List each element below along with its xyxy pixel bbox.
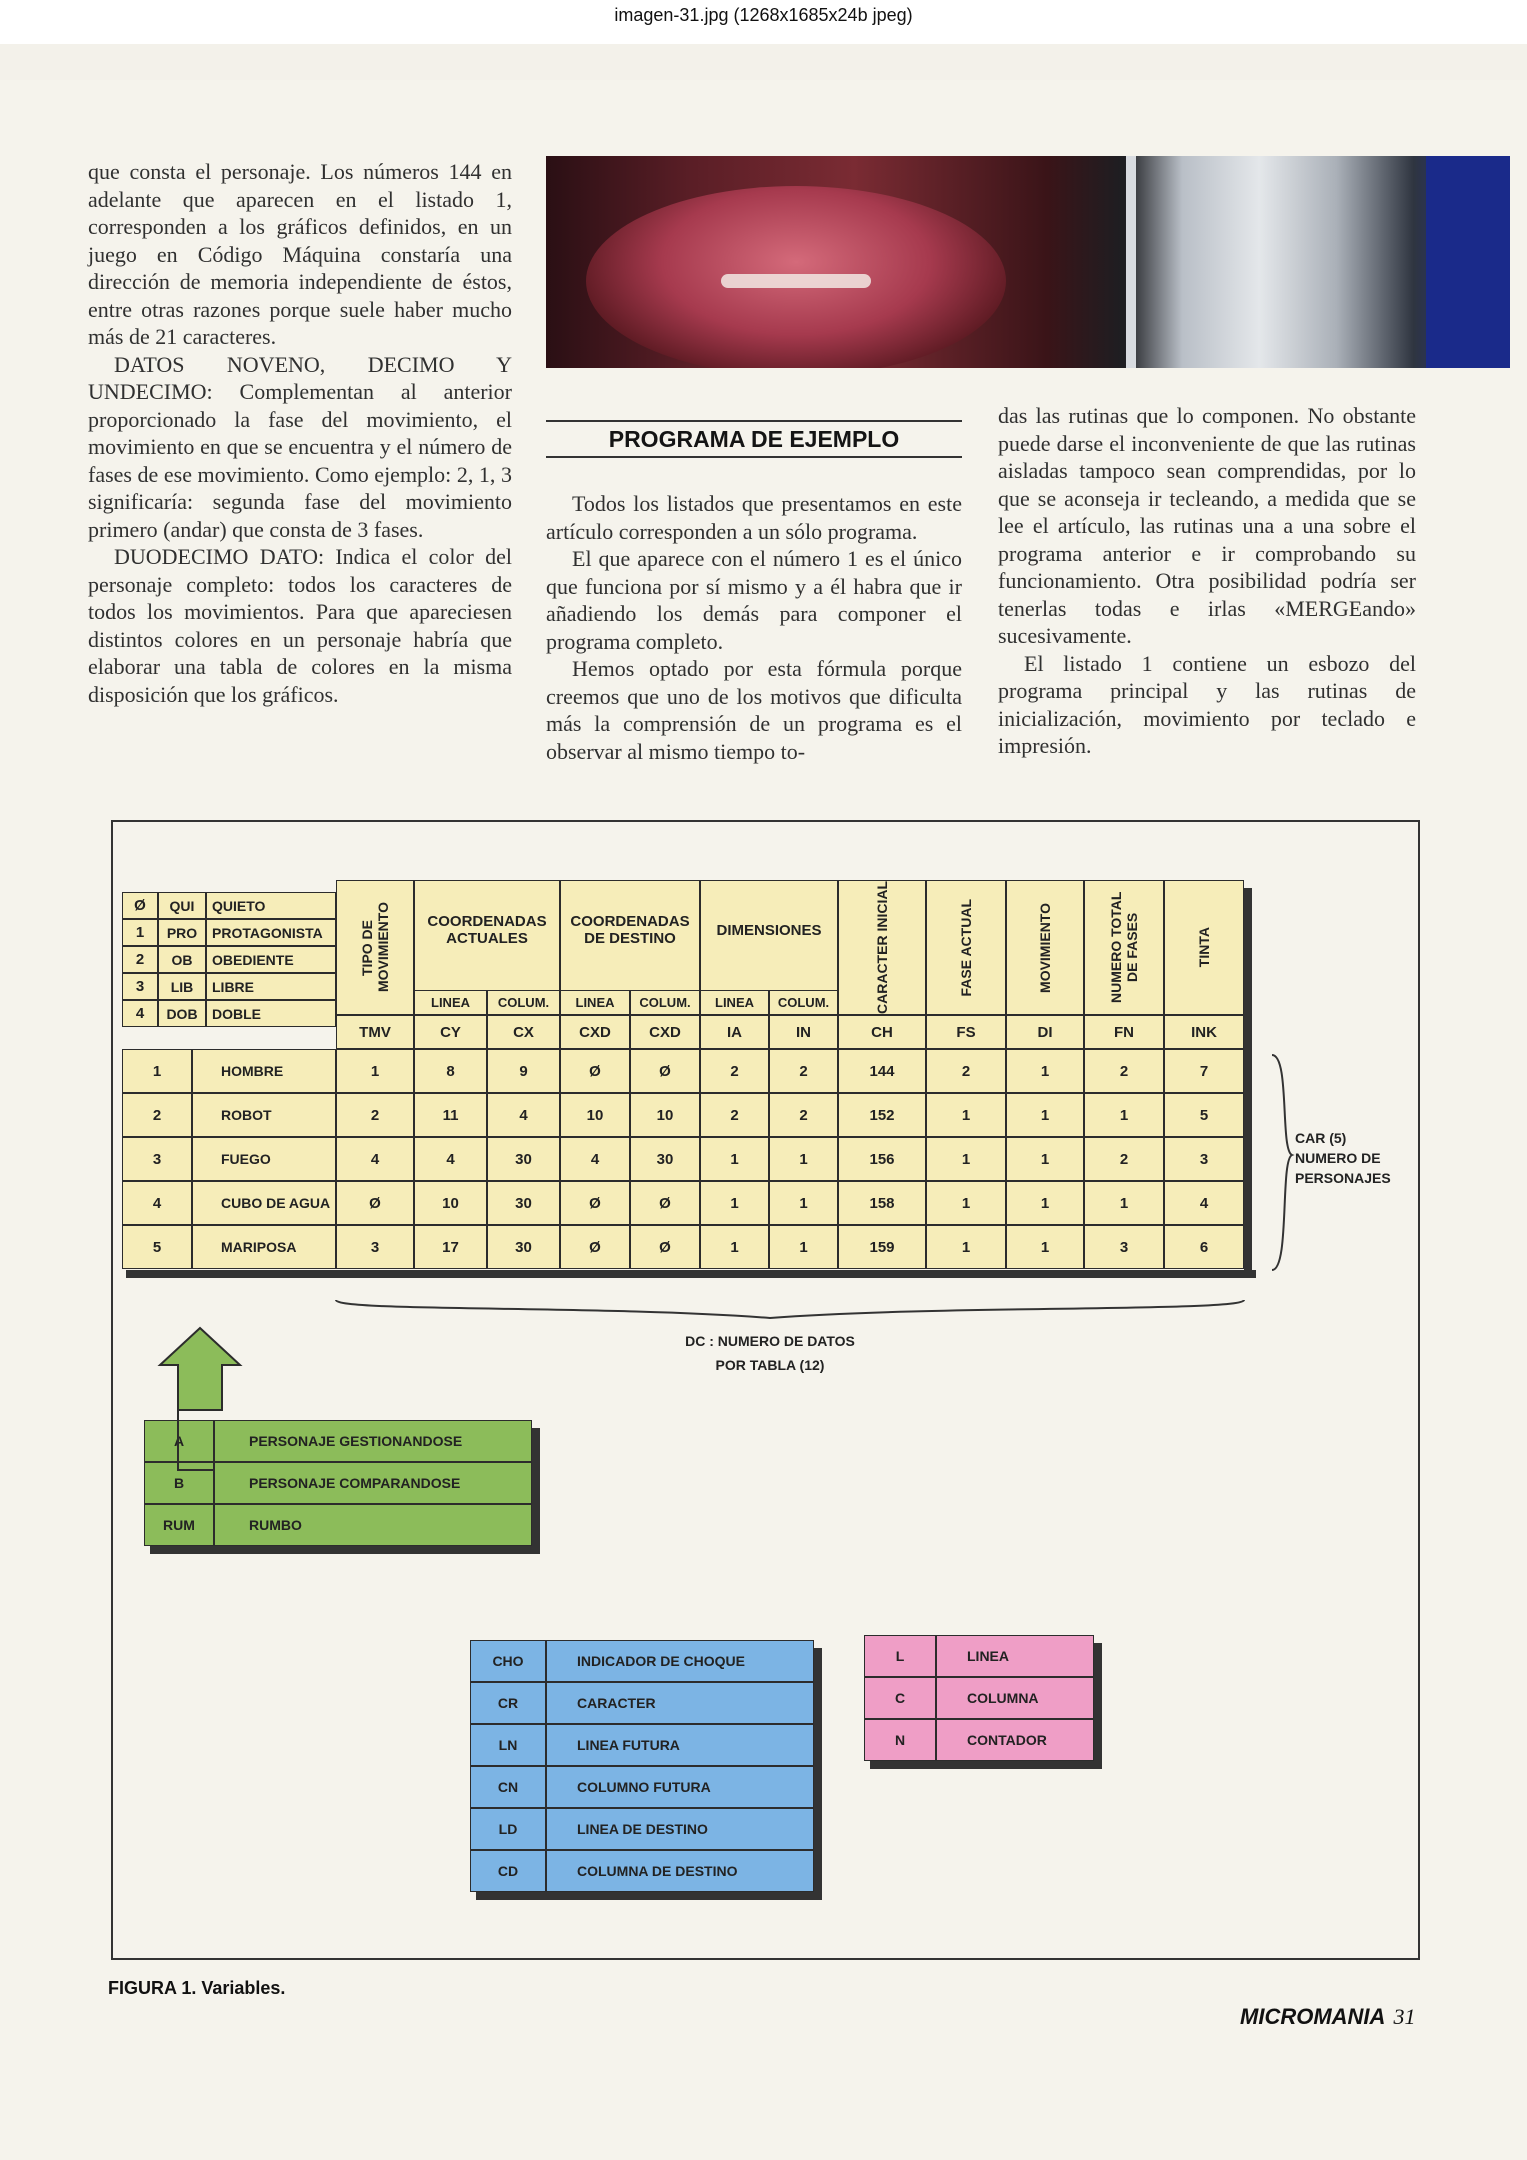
cell-text: 5 (1199, 1106, 1209, 1124)
data-cell (560, 1093, 630, 1137)
cell-text: CN (497, 1779, 519, 1795)
data-cell (414, 1093, 487, 1137)
cell-text: 4 (590, 1150, 600, 1168)
pink-desc (936, 1635, 1094, 1677)
cell-text: 8 (446, 1062, 455, 1080)
cell-text: C (894, 1690, 906, 1706)
data-cell (838, 1049, 926, 1093)
data-cell (336, 1093, 414, 1137)
paragraph: das las rutinas que lo componen. No obstante puede darse el inconveniente de que las rutinas aisladas tampoco sean comprendidas, por lo que se aconseja ir tecleando, a medida que se lee el artículo, las rutinas una a una sobre el programa anterior e ir comprobando su funcionamiento. Otra posibilidad podría ser tenerlas todas e irlas «MERGEando» sucesivamente. (998, 403, 1416, 648)
cell-text: CXD (649, 1023, 681, 1041)
data-cell (700, 1049, 769, 1093)
cell-text: 156 (869, 1150, 895, 1168)
legend-name (206, 946, 336, 973)
cell-text: COLUM. (639, 995, 691, 1010)
data-cell (926, 1049, 1006, 1093)
cell-text: Ø (134, 897, 146, 914)
data-cell (838, 1093, 926, 1137)
data-cell (1006, 1049, 1084, 1093)
cell-text: 1 (730, 1238, 739, 1256)
legend-abbr (158, 919, 206, 946)
var-name (700, 1015, 769, 1049)
data-cell (1006, 1137, 1084, 1181)
cell-text: 2 (1119, 1062, 1129, 1080)
cell-text: CARACTER (577, 1695, 656, 1711)
cell-text: Ø (659, 1194, 671, 1212)
cell-text: Ø (659, 1238, 671, 1256)
cell-text: CONTADOR (967, 1732, 1047, 1748)
row-name (192, 1225, 336, 1269)
cell-text: LINEA (715, 995, 754, 1010)
green-code (144, 1420, 214, 1462)
header-tipo-movimiento (336, 880, 414, 1015)
data-cell (336, 1137, 414, 1181)
data-cell (700, 1093, 769, 1137)
legend-name (206, 919, 336, 946)
cell-text: 2 (730, 1062, 739, 1080)
cell-text: 1 (1040, 1194, 1050, 1212)
var-name (414, 1015, 487, 1049)
header-caracter-inicial (838, 880, 926, 1015)
paragraph: El que aparece con el número 1 es el único que funciona por sí mismo y a él habra que ir añadiendo los demás para componer el programa completo. (546, 546, 962, 654)
cell-text: LIBRE (212, 978, 254, 995)
cell-text: LINEA FUTURA (577, 1737, 680, 1753)
var-name (630, 1015, 700, 1049)
cell-text: 30 (515, 1194, 532, 1212)
paragraph: Todos los listados que presentamos en este artículo corresponden a un sólo programa. (546, 491, 962, 544)
paragraph: Hemos optado por esta fórmula porque creemos que uno de los motivos que dificulta más la comprensión de un programa es el observar al mismo tiempo to- (546, 656, 962, 764)
cell-text: TIPO DE MOVIMIENTO (359, 902, 391, 993)
cell-text: PROTAGONISTA (212, 924, 323, 941)
data-cell (1084, 1049, 1164, 1093)
cell-text: CR (497, 1695, 519, 1711)
var-name (1084, 1015, 1164, 1049)
cell-text: 1 (1040, 1062, 1050, 1080)
row-name (192, 1181, 336, 1225)
legend-code (122, 919, 158, 946)
cell-text: 1 (799, 1150, 808, 1168)
cell-text: 1 (799, 1194, 808, 1212)
data-cell (336, 1181, 414, 1225)
cell-text: 1 (961, 1106, 971, 1124)
legend-code (122, 1000, 158, 1027)
blue-desc (546, 1682, 814, 1724)
cell-text: CD (497, 1863, 519, 1879)
subheader (700, 990, 769, 1015)
cell-text: PERSONAJE COMPARANDOSE (249, 1475, 461, 1491)
middle-column (546, 490, 962, 765)
page-number: 31 (1393, 2004, 1416, 2029)
data-cell (700, 1181, 769, 1225)
cell-text: ROBOT (221, 1107, 272, 1123)
cell-text: NUMERO TOTAL DE FASES (1108, 891, 1140, 1004)
data-cell (1164, 1137, 1244, 1181)
cell-text: 2 (799, 1106, 808, 1124)
data-cell (414, 1181, 487, 1225)
var-name (487, 1015, 560, 1049)
green-code (144, 1504, 214, 1546)
cell-text: FUEGO (221, 1151, 271, 1167)
cell-text: LIB (170, 978, 194, 995)
cell-text: IN (796, 1023, 811, 1041)
car-note: NUMERO DE (1295, 1150, 1381, 1166)
cell-text: PERSONAJE GESTIONANDOSE (249, 1433, 463, 1449)
green-desc (214, 1462, 532, 1504)
figure-caption: FIGURA 1. Variables. (108, 1978, 286, 1998)
cell-text: OB (171, 951, 193, 968)
cell-text: 1 (961, 1150, 971, 1168)
legend-name (206, 1000, 336, 1027)
row-name (192, 1137, 336, 1181)
cell-text: 10 (442, 1194, 459, 1212)
cell-text: 2 (152, 1106, 162, 1124)
cell-text: RUM (163, 1517, 195, 1533)
cell-text: 1 (370, 1062, 380, 1080)
cell-text: CARACTER INICIAL (874, 881, 890, 1014)
legend-code (122, 973, 158, 1000)
cell-text: OBEDIENTE (212, 951, 294, 968)
data-cell (926, 1093, 1006, 1137)
data-cell (630, 1181, 700, 1225)
data-cell (1084, 1093, 1164, 1137)
cell-text: DI (1037, 1023, 1053, 1041)
data-cell (1084, 1225, 1164, 1269)
paragraph: DATOS NOVENO, DECIMO Y UNDECIMO: Complementan al anterior proporcionado la fase del movimiento, el movimiento en que se encuentra y el número de fases de ese movimiento. Como ejemplo: 2, 1, 3 significaría: segunda fase del movimiento primero (andar) que consta de 3 fases. (88, 351, 512, 542)
cell-text: CUBO DE AGUA (221, 1195, 331, 1211)
cell-text: 3 (1119, 1238, 1129, 1256)
cell-text: 7 (1199, 1062, 1209, 1080)
data-cell (926, 1137, 1006, 1181)
subheader (560, 990, 630, 1015)
cell-text: 9 (519, 1062, 528, 1080)
var-name (560, 1015, 630, 1049)
var-name (926, 1015, 1006, 1049)
cell-text: 5 (152, 1238, 162, 1256)
cell-text: 1 (730, 1150, 739, 1168)
cell-text: 4 (152, 1194, 162, 1212)
data-cell (1084, 1181, 1164, 1225)
cell-text: DOB (166, 1005, 198, 1022)
cell-text: 4 (519, 1106, 528, 1124)
cell-text: 11 (442, 1106, 459, 1124)
data-cell (1006, 1225, 1084, 1269)
blue-desc (546, 1808, 814, 1850)
data-cell (487, 1137, 560, 1181)
cell-text: 10 (656, 1106, 674, 1124)
cell-text: 2 (961, 1062, 971, 1080)
cell-text: A (173, 1433, 185, 1449)
legend-abbr (158, 892, 206, 919)
cell-text: 3 (370, 1238, 380, 1256)
data-cell (926, 1181, 1006, 1225)
cell-text: Ø (589, 1062, 601, 1080)
dc-note: POR TABLA (12) (715, 1357, 825, 1373)
paragraph: El listado 1 contiene un esbozo del programa principal y las rutinas de inicialización, movimiento por teclado e impresión. (998, 650, 1416, 758)
cell-text: 2 (370, 1106, 380, 1124)
cell-text: 4 (446, 1150, 455, 1168)
cell-text: QUI (169, 897, 195, 914)
cell-text: 6 (1199, 1238, 1209, 1256)
paragraph: DUODECIMO DATO: Indica el color del personaje completo: todos los caracteres de todos los movimientos. Para que apareciesen distintos colores en un personaje habría que elaborar una tabla de colores en la misma disposición que los gráficos. (88, 544, 512, 707)
cell-text: 1 (961, 1194, 971, 1212)
car-note: CAR (5) (1295, 1130, 1347, 1146)
subheader (769, 990, 838, 1015)
page-footer (1240, 2004, 1415, 2030)
data-cell (560, 1137, 630, 1181)
cell-text: QUIETO (212, 897, 266, 914)
blue-code (470, 1640, 546, 1682)
cell-text: 2 (730, 1106, 739, 1124)
data-cell (700, 1225, 769, 1269)
row-number (122, 1137, 192, 1181)
header-movimiento (1006, 880, 1084, 1015)
data-cell (838, 1181, 926, 1225)
green-code (144, 1462, 214, 1504)
data-cell (1164, 1181, 1244, 1225)
cell-text: COORDENADAS ACTUALES (427, 913, 547, 947)
cell-text: N (894, 1732, 906, 1748)
subheader (414, 990, 487, 1015)
cell-text: FASE ACTUAL (958, 898, 974, 997)
cell-text: 152 (869, 1106, 895, 1124)
row-name (192, 1093, 336, 1137)
data-cell (336, 1225, 414, 1269)
legend-name (206, 892, 336, 919)
pink-desc (936, 1719, 1094, 1761)
cell-text: 144 (869, 1062, 895, 1080)
data-cell (414, 1049, 487, 1093)
pink-code (864, 1719, 936, 1761)
subheader (487, 990, 560, 1015)
cell-text: 1 (1040, 1106, 1050, 1124)
cell-text: 2 (135, 951, 145, 968)
cell-text: COLUMNA DE DESTINO (577, 1863, 738, 1879)
row-number (122, 1093, 192, 1137)
data-cell (487, 1225, 560, 1269)
row-number (122, 1225, 192, 1269)
legend-code (122, 892, 158, 919)
row-number (122, 1049, 192, 1093)
cell-text: L (895, 1648, 905, 1664)
legend-abbr (158, 946, 206, 973)
cell-text: Ø (659, 1062, 671, 1080)
blue-code (470, 1724, 546, 1766)
cell-text: Ø (589, 1238, 601, 1256)
dc-note: DC : NUMERO DE DATOS (685, 1333, 855, 1349)
data-cell (769, 1049, 838, 1093)
legend-abbr (158, 973, 206, 1000)
blue-code (470, 1682, 546, 1724)
cell-text: TINTA (1196, 927, 1212, 968)
cell-text: COLUMNO FUTURA (577, 1779, 711, 1795)
cell-text: 4 (370, 1150, 380, 1168)
cell-text: B (173, 1475, 185, 1491)
data-cell (700, 1137, 769, 1181)
cell-text: 1 (1119, 1194, 1129, 1212)
green-desc (214, 1504, 532, 1546)
cell-text: CHO (492, 1653, 524, 1669)
cell-text: 3 (1199, 1150, 1209, 1168)
cell-text: 159 (869, 1238, 895, 1256)
cell-text: 30 (656, 1150, 674, 1168)
cell-text: 4 (1199, 1194, 1209, 1212)
cell-text: 1 (730, 1194, 739, 1212)
cell-text: LINEA DE DESTINO (577, 1821, 708, 1837)
cell-text: CX (513, 1023, 534, 1041)
cell-text: MARIPOSA (221, 1239, 297, 1255)
cell-text: IA (727, 1023, 742, 1041)
cell-text: INDICADOR DE CHOQUE (577, 1653, 746, 1669)
cell-text: 4 (135, 1005, 145, 1022)
data-cell (630, 1137, 700, 1181)
cell-text: TMV (359, 1023, 391, 1041)
cell-text: COLUM. (497, 995, 550, 1010)
cell-text: RUMBO (249, 1517, 302, 1533)
data-cell (487, 1093, 560, 1137)
cell-text: 3 (135, 978, 145, 995)
data-cell (560, 1181, 630, 1225)
cell-text: 1 (135, 924, 145, 941)
data-cell (487, 1049, 560, 1093)
header-fase-actual (926, 880, 1006, 1015)
legend-abbr (158, 1000, 206, 1027)
cell-text: COLUMNA (967, 1690, 1039, 1706)
var-name (838, 1015, 926, 1049)
cell-text: CY (440, 1023, 461, 1041)
data-cell (769, 1137, 838, 1181)
cell-text: Ø (589, 1194, 601, 1212)
magazine-name: MICROMANIA (1240, 2004, 1386, 2029)
paragraph: que consta el personaje. Los números 144 en adelante que aparecen en el listado 1, corresponden a los gráficos definidos, en un juego en Código Máquina constaría una dirección de memoria independiente de éstos, entre otras razones porque suele haber mucho más de 21 caracteres. (88, 159, 512, 349)
data-cell (1084, 1137, 1164, 1181)
legend-name (206, 973, 336, 1000)
cell-text: DIMENSIONES (716, 921, 822, 939)
pink-code (864, 1635, 936, 1677)
data-cell (769, 1093, 838, 1137)
var-name (336, 1015, 414, 1049)
data-cell (1164, 1225, 1244, 1269)
blue-code (470, 1850, 546, 1892)
data-cell (838, 1225, 926, 1269)
cell-text: MOVIMIENTO (1037, 902, 1053, 993)
left-column (88, 158, 512, 708)
cell-text: 10 (586, 1106, 604, 1124)
blue-desc (546, 1640, 814, 1682)
cell-text: 2 (1119, 1150, 1129, 1168)
data-cell (630, 1093, 700, 1137)
section-heading: PROGRAMA DE EJEMPLO (546, 420, 962, 458)
cell-text: 2 (799, 1062, 808, 1080)
cell-text: HOMBRE (221, 1063, 284, 1079)
cell-text: 1 (1040, 1238, 1050, 1256)
data-cell (769, 1225, 838, 1269)
blue-desc (546, 1766, 814, 1808)
cell-text: INK (1191, 1023, 1217, 1041)
data-cell (630, 1049, 700, 1093)
data-cell (1006, 1093, 1084, 1137)
cell-text: 1 (799, 1238, 808, 1256)
blue-desc (546, 1724, 814, 1766)
pink-code (864, 1677, 936, 1719)
legend-code (122, 946, 158, 973)
var-name (1006, 1015, 1084, 1049)
cell-text: 158 (869, 1194, 895, 1212)
cell-text: LINEA (431, 995, 470, 1010)
row-number (122, 1181, 192, 1225)
data-cell (414, 1137, 487, 1181)
blue-desc (546, 1850, 814, 1892)
cell-text: LINEA (575, 995, 615, 1010)
group-label (700, 880, 838, 980)
cell-text: 1 (961, 1238, 971, 1256)
data-cell (926, 1225, 1006, 1269)
data-cell (487, 1181, 560, 1225)
cell-text: CH (871, 1023, 893, 1041)
cell-text: LN (498, 1737, 518, 1753)
data-cell (336, 1049, 414, 1093)
data-cell (1006, 1181, 1084, 1225)
right-column (998, 402, 1416, 760)
cell-text: LINEA (967, 1648, 1009, 1664)
blue-code (470, 1766, 546, 1808)
cell-text: 1 (1119, 1106, 1129, 1124)
data-cell (1164, 1093, 1244, 1137)
header-tinta (1164, 880, 1244, 1015)
data-cell (560, 1049, 630, 1093)
data-cell (414, 1225, 487, 1269)
row-name (192, 1049, 336, 1093)
var-name (1164, 1015, 1244, 1049)
file-header: imagen-31.jpg (1268x1685x24b jpeg) (0, 0, 1527, 44)
cell-text: DOBLE (212, 1005, 261, 1022)
data-cell (838, 1137, 926, 1181)
var-name (769, 1015, 838, 1049)
data-cell (560, 1225, 630, 1269)
cell-text: PRO (166, 924, 198, 941)
group-label (414, 880, 560, 980)
cell-text: Ø (369, 1194, 381, 1212)
pink-desc (936, 1677, 1094, 1719)
group-label (560, 880, 700, 980)
subheader (630, 990, 700, 1015)
cell-text: 1 (1040, 1150, 1050, 1168)
data-cell (630, 1225, 700, 1269)
cell-text: 1 (152, 1062, 162, 1080)
cell-text: LD (498, 1821, 518, 1837)
cell-text: 3 (152, 1150, 162, 1168)
car-note: PERSONAJES (1295, 1170, 1391, 1186)
cell-text: COLUM. (777, 995, 830, 1010)
cell-text: FN (1114, 1023, 1134, 1041)
cell-text: 30 (515, 1238, 532, 1256)
data-cell (1164, 1049, 1244, 1093)
data-cell (769, 1181, 838, 1225)
cell-text: COORDENADAS DE DESTINO (570, 913, 690, 947)
header-numero-fases (1084, 880, 1164, 1015)
green-desc (214, 1420, 532, 1462)
cell-text: 17 (442, 1238, 459, 1256)
cell-text: 30 (515, 1150, 532, 1168)
blue-code (470, 1808, 546, 1850)
cell-text: FS (956, 1023, 976, 1041)
cell-text: CXD (579, 1023, 611, 1041)
lips-photo (546, 156, 1510, 368)
